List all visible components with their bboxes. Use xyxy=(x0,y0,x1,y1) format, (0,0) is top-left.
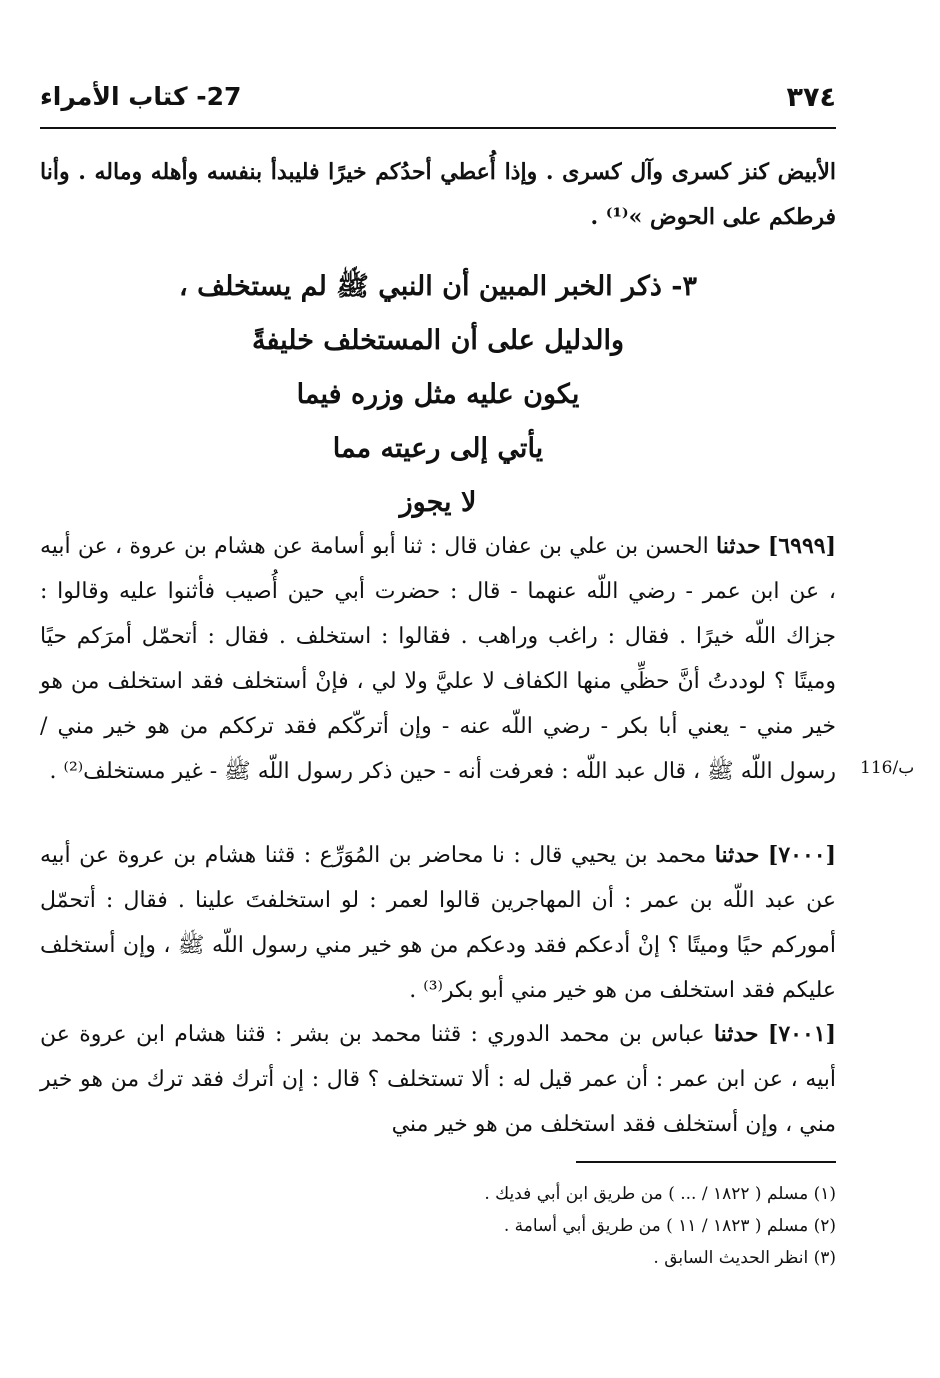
footnote-rule xyxy=(576,1161,836,1163)
manuscript-folio-note: 116/ب xyxy=(860,758,915,778)
section-heading-line-3: يكون عليه مثل وزره فيما xyxy=(296,379,580,410)
hadith-number: [٧٠٠١] xyxy=(767,1021,836,1047)
footnote-2: (٢) مسلم ( ١٨٢٣ / ١١ ) من طريق أبي أسامة . xyxy=(503,1216,836,1236)
footnotes xyxy=(300,1178,836,1274)
hadith-text: عباس بن محمد الدوري : قثنا محمد بن بشر : قثنا هشام ابن عروة عن أبيه ، عن ابن عمر : أن عمر قيل له : ألا تستخلف ؟ قال : إن أترك فقد ترك من هو خير مني ، وإن أستخلف فقد استخلف من هو خير مني xyxy=(40,1022,837,1137)
header-rule xyxy=(40,127,836,129)
hadith-6999 xyxy=(40,524,836,794)
hadith-7000 xyxy=(40,833,836,1013)
top-paragraph: الأبيض كنز كسرى وآل كسرى . وإذا أُعطي أحدُكم خيرًا فليبدأ بنفسه وأهله وماله . وأنا فرطكم على الحوض »⁽¹⁾ . xyxy=(40,159,836,230)
hadith-7001 xyxy=(40,1012,836,1147)
page-number: ٣٧٤ xyxy=(786,82,836,113)
chapter-title: 27- كتاب الأمراء xyxy=(40,82,242,111)
hadith-lead: حدثنا xyxy=(714,842,760,868)
section-heading xyxy=(40,260,836,530)
hadith-lead: حدثنا xyxy=(716,533,761,559)
footnote-1: (١) مسلم ( ١٨٢٢ / ... ) من طريق ابن أبي فديك . xyxy=(484,1184,836,1204)
hadith-text: الحسن بن علي بن عفان قال : ثنا أبو أسامة عن هشام بن عروة ، عن أبيه ، عن ابن عمر - رضي اللّه عنهما - قال : حضرت أبي حين أُصيب فأثنوا عليه وقالوا : جزاك اللّه خيرًا . فقال : راغب وراهب . فقالوا : استخلف . فقال : أتحمّل أمرَكم حيًا وميتًا ؟ لوددتُ أنَّ حظِّي منها الكفاف لا عليَّ ولا لي ، فإنْ أستخلف فقد استخلف من هو خير مني - يعني أبا بكر - رضي اللّه عنه - وإن أتركّكم فقد ترككم من هو خير مني / رسول اللّه ﷺ ، قال عبد اللّه : فعرفت أنه - حين ذكر رسول اللّه ﷺ - غير مستخلف⁽²⁾ . xyxy=(40,534,836,784)
hadith-lead: حدثنا xyxy=(713,1021,759,1047)
section-heading-line-4: يأتي إلى رعيته مما xyxy=(332,433,544,464)
footnote-3: (٣) انظر الحديث السابق . xyxy=(653,1248,836,1268)
section-heading-line-1: ٣- ذكر الخبر المبين أن النبي ﷺ لم يستخلف ، xyxy=(179,271,697,302)
section-heading-line-5: لا يجوز xyxy=(399,487,477,518)
hadith-text: محمد بن يحيي قال : نا محاضر بن المُوَرِّع : قثنا هشام بن عروة عن أبيه عن عبد اللّه بن عمر : أن المهاجرين قالوا لعمر : لو استخلفتَ علينا . فقال : أتحمّل أموركم حيًا وميتًا ؟ إنْ أدعكم فقد ودعكم من هو خير مني رسول اللّه ﷺ ، وإن أستخلف عليكم فقد استخلف من هو خير مني أبو بكر⁽³⁾ . xyxy=(40,843,836,1003)
section-heading-line-2: والدليل على أن المستخلف خليفةً xyxy=(251,325,625,356)
hadith-number: [٧٠٠٠] xyxy=(767,842,836,868)
page-header xyxy=(40,78,836,118)
hadith-number: [٦٩٩٩] xyxy=(767,533,836,559)
